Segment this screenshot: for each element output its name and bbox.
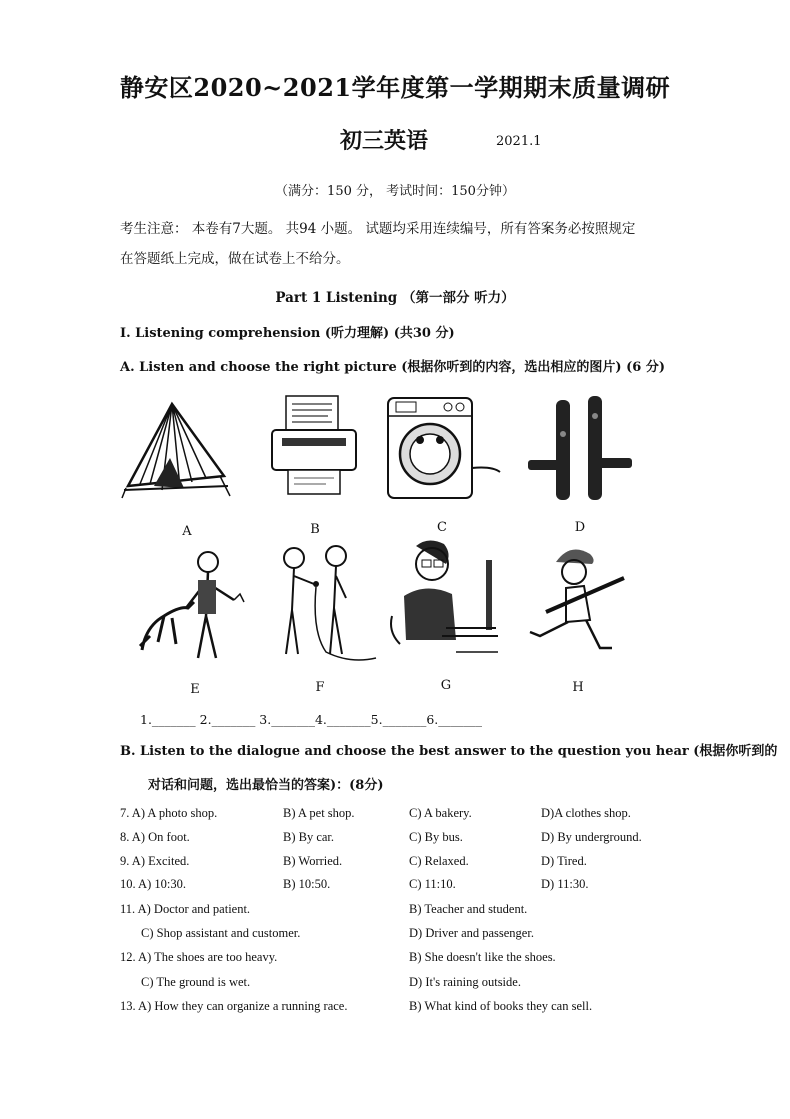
question-8-option-b: B) By car. xyxy=(283,830,335,844)
exam-date: 2021.1 xyxy=(496,134,542,149)
question-11-option-d: D) Driver and passenger. xyxy=(409,926,534,940)
picture-label-c: C xyxy=(437,520,447,535)
question-12-option-b: B) She doesn't like the shoes. xyxy=(409,950,556,964)
question-10-option-b: B) 10:50. xyxy=(283,877,331,891)
washing-machine-icon xyxy=(384,392,504,504)
question-9-option-b: B) Worried. xyxy=(283,854,343,868)
candidate-notice xyxy=(120,214,680,274)
picture-label-a: A xyxy=(182,524,192,539)
question-7-option-b: B) A pet shop. xyxy=(283,806,355,820)
question-10-option-d: D) 11:30. xyxy=(541,877,589,891)
notice-line-1: 考生注意： 本卷有7大题。 共94 小题。 试题均采用连续编号，所有答案务必按照规定 xyxy=(120,221,636,237)
question-11-option-a: 11. A) Doctor and patient. xyxy=(120,902,251,916)
question-7-option-d: D)A clothes shop. xyxy=(541,806,631,820)
picture-label-g: G xyxy=(440,678,452,693)
question-8-option-a: 8. A) On foot. xyxy=(120,830,190,844)
dog-attack-icon xyxy=(136,546,254,664)
section-heading: I. Listening comprehension (听力理解) (共30 分) xyxy=(120,326,455,341)
printer-icon xyxy=(266,392,362,500)
question-9-option-a: 9. A) Excited. xyxy=(120,854,190,868)
soldier-icon xyxy=(526,540,630,656)
question-7-option-c: C) A bakery. xyxy=(409,806,472,820)
question-11-option-b: B) Teacher and student. xyxy=(409,902,528,916)
subject-title: 初三英语 xyxy=(340,128,429,154)
interview-icon xyxy=(270,542,380,664)
question-7-option-a: 7. A) A photo shop. xyxy=(120,806,218,820)
notice-line-2: 在答题纸上完成，做在试卷上不给分。 xyxy=(120,251,350,267)
tent-icon xyxy=(120,398,232,500)
question-13-option-b: B) What kind of books they can sell. xyxy=(409,999,593,1013)
question-11-option-c: C) Shop assistant and customer. xyxy=(141,926,301,940)
section-b-heading: B. Listen to the dialogue and choose the best answer to the question you hear (根据你听到的 xyxy=(120,744,778,759)
exam-meta: （满分：150 分， 考试时间：150分钟） xyxy=(275,184,515,199)
picture-label-e: E xyxy=(190,682,200,697)
door-handle-icon xyxy=(526,394,634,506)
computer-user-icon xyxy=(386,536,504,660)
question-8-option-c: C) By bus. xyxy=(409,830,463,844)
question-12-option-a: 12. A) The shoes are too heavy. xyxy=(120,950,278,964)
picture-label-h: H xyxy=(572,680,584,695)
picture-label-f: F xyxy=(315,680,325,695)
question-8-option-d: D) By underground. xyxy=(541,830,642,844)
question-9-option-d: D) Tired. xyxy=(541,854,587,868)
answer-blanks: 1._______ 2._______ 3._______4._______5._______6._______ xyxy=(140,712,483,727)
picture-label-b: B xyxy=(310,522,320,537)
question-10-option-a: 10. A) 10:30. xyxy=(120,877,186,891)
question-12-option-d: D) It's raining outside. xyxy=(409,975,521,989)
section-a-heading: A. Listen and choose the right picture (根据你听到的内容，选出相应的图片) (6 分) xyxy=(120,360,665,375)
question-10-option-c: C) 11:10. xyxy=(409,877,456,891)
part-title: Part 1 Listening （第一部分 听力） xyxy=(275,290,515,306)
section-b-heading-cont: 对话和问题，选出最恰当的答案)：(8分) xyxy=(148,778,384,793)
question-12-option-c: C) The ground is wet. xyxy=(141,975,251,989)
picture-label-d: D xyxy=(574,520,586,535)
question-13-option-a: 13. A) How they can organize a running race. xyxy=(120,999,348,1013)
question-9-option-c: C) Relaxed. xyxy=(409,854,469,868)
page-title: 静安区2020~2021学年度第一学期期末质量调研 xyxy=(119,73,671,102)
